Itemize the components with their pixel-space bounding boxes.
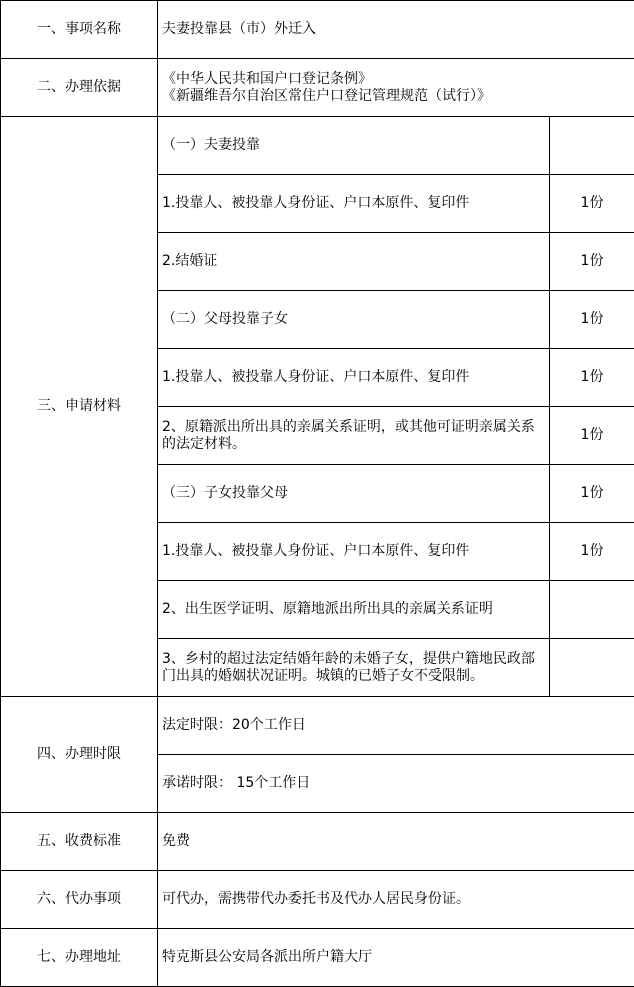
basis-line: 《新疆维吾尔自治区常住户口登记管理规范（试行）》 xyxy=(162,87,491,104)
material-text: （三）子女投靠父母 xyxy=(158,465,550,523)
material-qty: 1份 xyxy=(550,465,634,523)
basis-line: 《中华人民共和国户口登记条例》 xyxy=(162,70,372,87)
basis-value xyxy=(158,59,634,117)
row-address xyxy=(1,929,634,987)
material-qty: 1份 xyxy=(550,523,634,581)
address-label: 七、办理地址 xyxy=(1,929,158,987)
row-basis xyxy=(1,59,634,117)
row-fee xyxy=(1,813,634,871)
material-qty: 1份 xyxy=(550,233,634,291)
material-text: 2.结婚证 xyxy=(158,233,550,291)
material-text: 2、原籍派出所出具的亲属关系证明，或其他可证明亲属关系的法定材料。 xyxy=(158,407,550,465)
fee-label: 五、收费标准 xyxy=(1,813,158,871)
material-text: （一）夫妻投靠 xyxy=(158,117,550,175)
material-qty: 1份 xyxy=(550,349,634,407)
promised-time-limit: 承诺时限： 15个工作日 xyxy=(158,755,634,813)
material-qty xyxy=(550,639,634,697)
material-text: 3、乡村的超过法定结婚年龄的未婚子女，提供户籍地民政部门出具的婚姻状况证明。城镇的已婚子女不受限制。 xyxy=(158,639,550,697)
item-name-value: 夫妻投靠县（市）外迁入 xyxy=(158,1,634,59)
basis-label: 二、办理依据 xyxy=(1,59,158,117)
material-qty: 1份 xyxy=(550,291,634,349)
materials-label: 三、申请材料 xyxy=(1,117,158,697)
item-name-label: 一、事项名称 xyxy=(1,1,158,59)
material-qty: 1份 xyxy=(550,175,634,233)
material-qty: 1份 xyxy=(550,407,634,465)
material-text: （二）父母投靠子女 xyxy=(158,291,550,349)
fee-value: 免费 xyxy=(158,813,634,871)
agent-value: 可代办，需携带代办委托书及代办人居民身份证。 xyxy=(158,871,634,929)
row-agent xyxy=(1,871,634,929)
time-limit-label: 四、办理时限 xyxy=(1,697,158,813)
row-time-limit xyxy=(1,697,634,755)
material-qty xyxy=(550,117,634,175)
material-qty xyxy=(550,581,634,639)
row-item-name xyxy=(1,1,634,59)
material-row xyxy=(1,117,634,175)
address-value: 特克斯县公安局各派出所户籍大厅 xyxy=(158,929,634,987)
material-text: 1.投靠人、被投靠人身份证、户口本原件、复印件 xyxy=(158,175,550,233)
material-text: 2、出生医学证明、原籍地派出所出具的亲属关系证明 xyxy=(158,581,550,639)
material-text: 1.投靠人、被投靠人身份证、户口本原件、复印件 xyxy=(158,523,550,581)
agent-label: 六、代办事项 xyxy=(1,871,158,929)
material-text: 1.投靠人、被投靠人身份证、户口本原件、复印件 xyxy=(158,349,550,407)
legal-time-limit: 法定时限：20个工作日 xyxy=(158,697,634,755)
